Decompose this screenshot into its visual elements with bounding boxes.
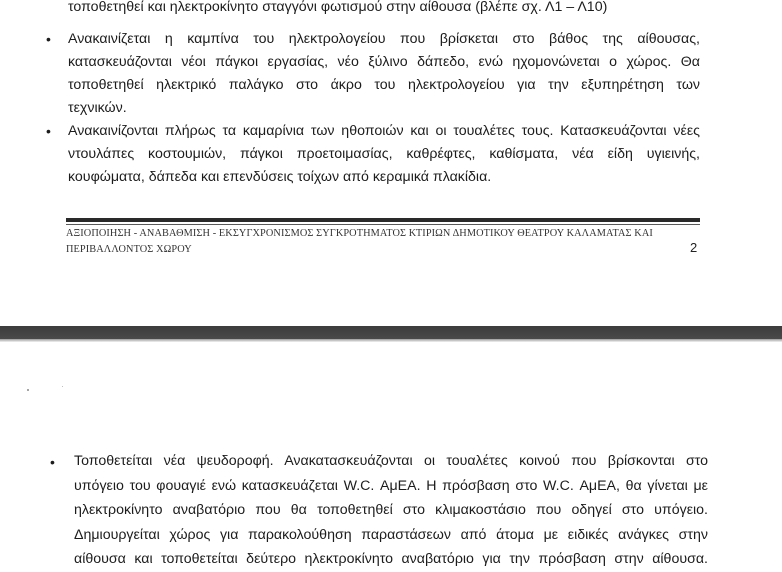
continuation-text: τοποθετηθεί και ηλεκτροκίνητο σταγγόνι φωτισμού στην αίθουσα (βλέπε σχ. Λ1 – Λ10) bbox=[68, 0, 608, 15]
document-page-lower bbox=[0, 342, 782, 565]
bullet-1-line-1: Ανακαινίζεται η καμπίνα του ηλεκτρολογείου που βρίσκεται στο βάθος της αίθουσας, bbox=[68, 31, 700, 47]
bullet-1-line-4: τεχνικών. bbox=[68, 100, 127, 116]
bullet-1-paragraph bbox=[68, 28, 700, 120]
bullet-3-line-1: Τοποθετείται νέα ψευδοροφή. Ανακατασκευάζονται οι τουαλέτες κοινού που βρίσκονται στο bbox=[74, 453, 708, 469]
bullet-1-marker: • bbox=[46, 31, 51, 47]
bullet-3-line-5: αίθουσα και τοποθετείται δεύτερο ηλεκτροκίνητο αναβατόριο για την πρόσβαση στην αίθουσα. bbox=[74, 551, 708, 567]
page-separator bbox=[0, 326, 782, 339]
bullet-3-line-2: υπόγειο του φουαγιέ ενώ κατασκευάζεται W.C. ΑμΕΑ. Η πρόσβαση στο W.C. ΑμΕΑ, θα γίνεται με bbox=[74, 477, 708, 494]
scan-speck bbox=[27, 389, 29, 391]
page-number: 2 bbox=[690, 240, 698, 255]
page-footer bbox=[66, 226, 686, 258]
bullet-2-line-1: Ανακαινίζονται πλήρως τα καμαρίνια των ηθοποιών και οι τουαλέτες τους. Κατασκευάζονται νέες bbox=[68, 123, 700, 139]
scan-speck bbox=[62, 386, 63, 387]
continuation-line bbox=[68, 0, 708, 19]
bullet-2-line-3: κουφώματα, δάπεδα και επενδύσεις τοίχων από κεραμικά πλακίδια. bbox=[68, 169, 492, 185]
bullet-3-marker: • bbox=[50, 454, 55, 470]
bullet-3-line-4: Δημιουργείται χώρος για παρακολούθηση παραστάσεων από άτομα με ειδικές ανάγκες στην bbox=[74, 526, 708, 543]
bullet-3-paragraph bbox=[74, 449, 708, 572]
bullet-2-line-2: ντουλάπες κοστουμιών, πάγκοι προετοιμασίας, καθρέφτες, καθίσματα, νέα είδη υγιεινής, bbox=[68, 146, 700, 162]
bullet-2-paragraph bbox=[68, 120, 700, 189]
bullet-1-line-2: κατασκευάζονται νέοι πάγκοι εργασίας, νέο ξύλινο δάπεδο, ενώ ηχομονώνεται ο χώρος. Θα bbox=[68, 54, 700, 70]
footer-line-2: ΠΕΡΙΒΑΛΛΟΝΤΟΣ ΧΩΡΟΥ bbox=[66, 244, 192, 255]
footer-line-1: ΑΞΙΟΠΟΙΗΣΗ - ΑΝΑΒΑΘΜΙΣΗ - ΕΚΣΥΓΧΡΟΝΙΣΜΟΣ ΣΥΓΚΡΟΤΗΜΑΤΟΣ ΚΤΙΡΙΩΝ ΔΗΜΟΤΙΚΟΥ ΘΕΑΤΡΟΥ ΚΑΛΑΜΑΤΑΣ ΚΑΙ bbox=[66, 228, 653, 239]
bullet-2-marker: • bbox=[46, 123, 51, 139]
footer-rule-thick bbox=[66, 218, 700, 222]
bullet-1-line-3: τοποθετηθεί ηλεκτρικό παλάγκο στο άκρο του ηλεκτρολογείου για την εξυπηρέτηση των bbox=[68, 77, 700, 93]
bullet-3-line-3: ηλεκτροκίνητο αναβατόριο που θα τοποθετηθεί στο κλιμακοστάσιο που οδηγεί στο υπόγειο. bbox=[74, 502, 708, 518]
footer-rule-thin bbox=[66, 224, 700, 225]
